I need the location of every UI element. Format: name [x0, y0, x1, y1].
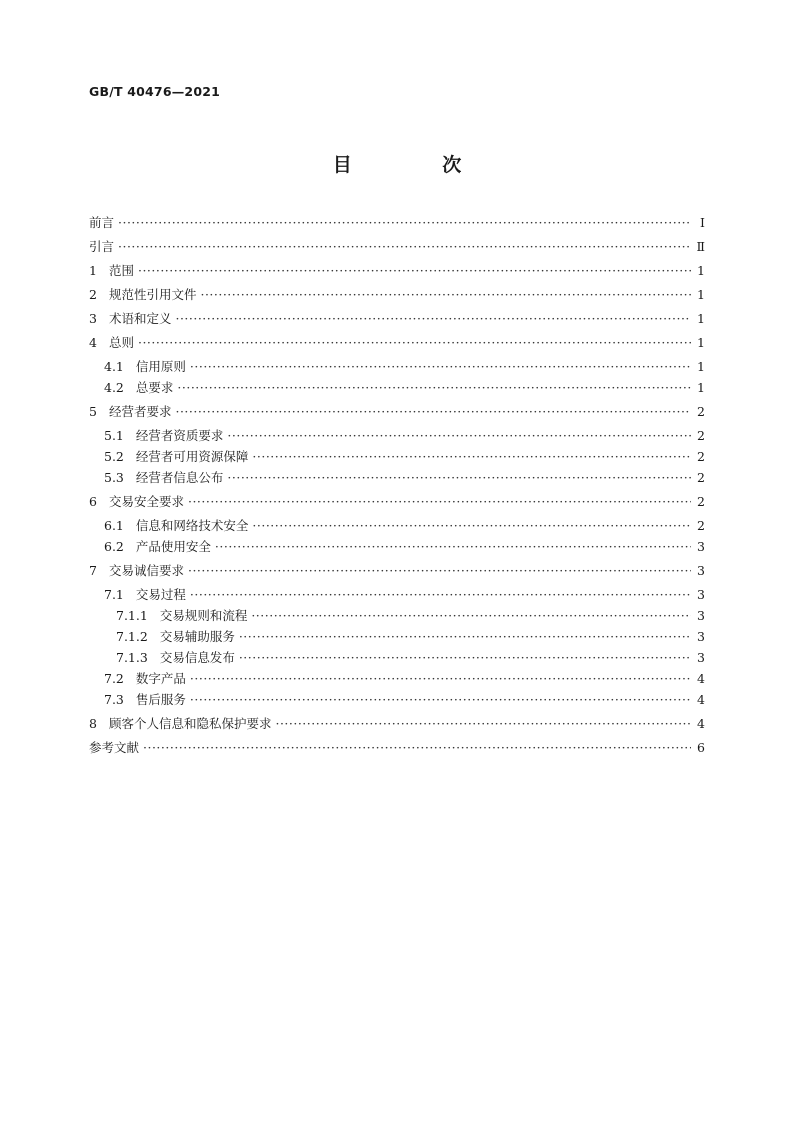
toc-entry-number: 7.3 — [104, 692, 124, 707]
dot-leader — [252, 448, 691, 465]
toc-entry-number: 7.1.3 — [116, 650, 148, 665]
toc-entry[interactable] — [89, 607, 705, 624]
toc-entry[interactable] — [89, 310, 705, 327]
toc-entry-number: 6 — [89, 494, 97, 509]
toc-entry[interactable] — [89, 628, 705, 645]
toc-entry[interactable] — [89, 517, 705, 534]
toc-entry-text: 交易诚信要求 — [108, 563, 184, 578]
toc-entry-text: 信用原则 — [135, 359, 186, 374]
dot-leader — [239, 649, 691, 666]
dot-leader — [143, 739, 691, 756]
toc-entry[interactable] — [89, 538, 705, 555]
toc-entry-text: 交易信息发布 — [159, 650, 235, 665]
toc-entry-number: 8 — [89, 716, 97, 731]
standard-number: GB/T 40476—2021 — [89, 84, 221, 99]
toc-entry-page: Ⅱ — [696, 239, 705, 254]
toc-entry-label — [89, 517, 252, 534]
dot-leader — [227, 427, 691, 444]
toc-entry-label — [89, 358, 190, 375]
toc-entry-label — [89, 562, 188, 579]
toc-entry-text: 产品使用安全 — [135, 539, 211, 554]
toc-entry-label — [89, 403, 175, 420]
toc-entry-page: 1 — [697, 335, 705, 350]
toc-entry[interactable] — [89, 214, 705, 231]
toc-entry-text: 经营者可用资源保障 — [135, 449, 249, 464]
dot-leader — [252, 517, 691, 534]
toc-entry[interactable] — [89, 334, 705, 351]
toc-entry-page: Ⅰ — [700, 215, 705, 230]
toc-entry-number: 7.1.2 — [116, 629, 148, 644]
toc-entry-number: 4.1 — [104, 359, 124, 374]
table-of-contents — [89, 214, 705, 756]
toc-entry-text: 交易过程 — [135, 587, 186, 602]
toc-entry-number: 5.1 — [104, 428, 124, 443]
toc-entry-text: 术语和定义 — [108, 311, 172, 326]
toc-entry-number: 4.2 — [104, 380, 124, 395]
dot-leader — [239, 628, 691, 645]
toc-entry-label — [89, 715, 275, 732]
toc-entry-label — [89, 310, 175, 327]
toc-entry-number: 6.2 — [104, 539, 124, 554]
dot-leader — [188, 562, 691, 579]
toc-entry-number: 5.3 — [104, 470, 124, 485]
toc-entry-page: 2 — [697, 428, 705, 443]
dot-leader — [200, 286, 691, 303]
toc-entry-label — [89, 214, 118, 231]
toc-entry-number: 7.2 — [104, 671, 124, 686]
toc-entry-page: 2 — [697, 494, 705, 509]
toc-entry-text: 范围 — [108, 263, 134, 278]
toc-entry-page: 1 — [697, 380, 705, 395]
toc-entry-label — [89, 448, 252, 465]
toc-entry[interactable] — [89, 691, 705, 708]
dot-leader — [188, 493, 691, 510]
toc-entry[interactable] — [89, 649, 705, 666]
toc-entry[interactable] — [89, 286, 705, 303]
dot-leader — [118, 238, 691, 255]
toc-entry-page: 2 — [697, 470, 705, 485]
toc-entry-page: 3 — [697, 539, 705, 554]
toc-entry-number: 6.1 — [104, 518, 124, 533]
dot-leader — [177, 379, 691, 396]
dot-leader — [275, 715, 691, 732]
toc-entry-label — [89, 427, 227, 444]
toc-entry[interactable] — [89, 379, 705, 396]
toc-entry-number: 5 — [89, 404, 97, 419]
toc-entry-label — [89, 607, 251, 624]
dot-leader — [138, 262, 691, 279]
toc-entry-label — [89, 379, 177, 396]
toc-entry-text: 数字产品 — [135, 671, 186, 686]
toc-entry-text: 总要求 — [135, 380, 174, 395]
toc-entry-label — [89, 334, 138, 351]
toc-entry-number: 7 — [89, 563, 97, 578]
toc-entry-page: 1 — [697, 311, 705, 326]
toc-entry-text: 售后服务 — [135, 692, 186, 707]
toc-entry-label — [89, 538, 215, 555]
toc-entry-page: 4 — [697, 692, 705, 707]
toc-entry-label — [89, 238, 118, 255]
toc-entry-page: 3 — [697, 650, 705, 665]
toc-entry-text: 经营者信息公布 — [135, 470, 224, 485]
toc-entry-label — [89, 493, 188, 510]
toc-entry[interactable] — [89, 262, 705, 279]
toc-entry-text: 顾客个人信息和隐私保护要求 — [108, 716, 272, 731]
toc-entry-label — [89, 469, 227, 486]
toc-entry[interactable] — [89, 448, 705, 465]
dot-leader — [251, 607, 691, 624]
toc-entry-label — [89, 586, 190, 603]
toc-entry-number: 4 — [89, 335, 97, 350]
toc-entry-page: 3 — [697, 629, 705, 644]
toc-entry-page: 3 — [697, 587, 705, 602]
dot-leader — [118, 214, 691, 231]
toc-entry-label — [89, 691, 190, 708]
toc-entry-page: 6 — [697, 740, 705, 755]
toc-entry-text: 参考文献 — [89, 740, 140, 755]
toc-entry-text: 交易辅助服务 — [159, 629, 235, 644]
toc-entry-page: 4 — [697, 716, 705, 731]
toc-entry-page: 1 — [697, 263, 705, 278]
dot-leader — [190, 586, 691, 603]
toc-entry[interactable] — [89, 715, 705, 732]
toc-entry-label — [89, 286, 200, 303]
toc-entry-page: 3 — [697, 608, 705, 623]
toc-entry-label — [89, 649, 239, 666]
dot-leader — [138, 334, 691, 351]
toc-entry-text: 前言 — [89, 215, 115, 230]
toc-entry-page: 1 — [697, 359, 705, 374]
toc-entry-number: 5.2 — [104, 449, 124, 464]
dot-leader — [175, 403, 691, 420]
dot-leader — [190, 691, 691, 708]
toc-entry[interactable] — [89, 427, 705, 444]
toc-entry-page: 2 — [697, 404, 705, 419]
toc-entry-page: 2 — [697, 449, 705, 464]
toc-entry[interactable] — [89, 739, 705, 756]
toc-entry[interactable] — [89, 562, 705, 579]
toc-entry-text: 总则 — [108, 335, 134, 350]
toc-entry-number: 1 — [89, 263, 97, 278]
toc-entry-text: 规范性引用文件 — [108, 287, 197, 302]
toc-entry-number: 2 — [89, 287, 97, 302]
dot-leader — [175, 310, 691, 327]
toc-entry-label — [89, 670, 190, 687]
toc-entry-text: 信息和网络技术安全 — [135, 518, 249, 533]
dot-leader — [227, 469, 691, 486]
toc-entry-text: 交易安全要求 — [108, 494, 184, 509]
toc-entry-number: 7.1.1 — [116, 608, 148, 623]
toc-entry-text: 经营者要求 — [108, 404, 172, 419]
toc-entry-number: 3 — [89, 311, 97, 326]
toc-entry-text: 引言 — [89, 239, 115, 254]
toc-entry[interactable] — [89, 358, 705, 375]
toc-entry-text: 经营者资质要求 — [135, 428, 224, 443]
toc-entry[interactable] — [89, 493, 705, 510]
toc-entry[interactable] — [89, 469, 705, 486]
toc-entry-number: 7.1 — [104, 587, 124, 602]
toc-entry[interactable] — [89, 586, 705, 603]
toc-entry-page: 3 — [697, 563, 705, 578]
toc-entry-page: 2 — [697, 518, 705, 533]
toc-entry[interactable] — [89, 403, 705, 420]
toc-entry[interactable] — [89, 670, 705, 687]
toc-entry-label — [89, 628, 239, 645]
toc-entry[interactable] — [89, 238, 705, 255]
dot-leader — [215, 538, 691, 555]
toc-title: 目 次 — [332, 154, 504, 176]
toc-entry-page: 1 — [697, 287, 705, 302]
toc-entry-label — [89, 739, 143, 756]
toc-entry-label — [89, 262, 138, 279]
dot-leader — [190, 358, 691, 375]
toc-entry-text: 交易规则和流程 — [159, 608, 248, 623]
toc-entry-page: 4 — [697, 671, 705, 686]
dot-leader — [190, 670, 691, 687]
